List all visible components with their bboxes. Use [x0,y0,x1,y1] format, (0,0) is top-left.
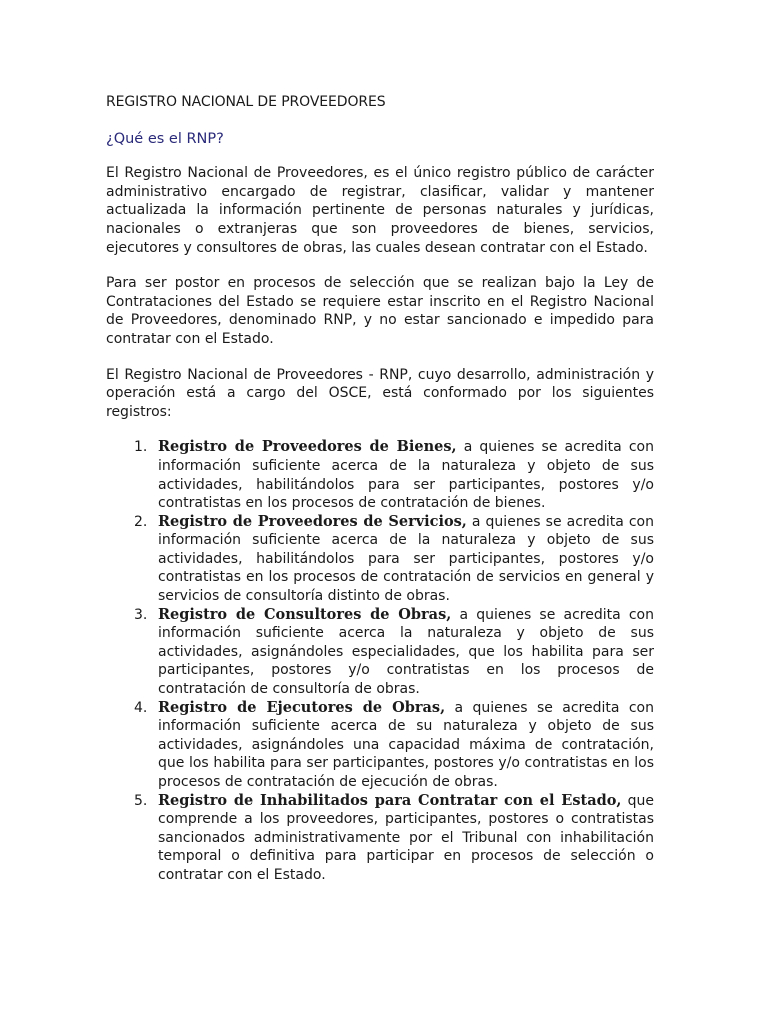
list-item-heading: Registro de Consultores de Obras, [158,605,452,623]
list-item-heading: Registro de Proveedores de Bienes, [158,438,457,456]
list-item-text: a quienes se acredita con información suficiente acerca de la naturaleza y objeto de sus actividades, habilitándolos para ser participantes, postores y/o contratistas en los procesos de contratación de bienes. [158,439,654,512]
list-number: 4. [134,699,148,716]
list-item-bienes [134,438,654,512]
list-item-consultores [134,606,654,699]
registry-list [106,438,654,884]
document-title: REGISTRO NACIONAL DE PROVEEDORES [106,94,386,110]
list-number: 1. [134,439,148,456]
list-item-heading: Registro de Inhabilitados para Contratar con el Estado, [158,791,622,809]
list-item-servicios [134,513,654,606]
list-item-heading: Registro de Proveedores de Servicios, [158,512,467,530]
list-number: 2. [134,513,148,530]
list-item-text: a quienes se acredita con información suficiente acerca de la naturaleza y objeto de sus actividades, habilitándolos para ser participantes, postores y/o contratistas en los procesos de contratación de servicios en general y servicios de consultoría distinto de obras. [158,513,654,605]
list-item-text: que comprende a los proveedores, participantes, postores o contratistas sancionados administrativamente por el Tribunal con inhabilitación temporal o definitiva para participar en procesos de selección o contratar con el Estado. [158,792,654,883]
paragraph-definition: El Registro Nacional de Proveedores, es el único registro público de carácter administrativo encargado de registrar, clasificar, validar y mantener actualizada la información pertinente de personas naturales y jurídicas, nacionales o extranjeras que son proveedores de bienes, servicios, ejecutores y consultores de obras, las cuales desean contratar con el Estado. [106,165,654,256]
paragraph-composition: El Registro Nacional de Proveedores - RNP, cuyo desarrollo, administración y operación está a cargo del OSCE, está conformado por los siguientes registros: [106,366,654,420]
list-item-heading: Registro de Ejecutores de Obras, [158,698,446,716]
paragraph-requirement: Para ser postor en procesos de selección que se realizan bajo la Ley de Contrataciones del Estado se requiere estar inscrito en el Registro Nacional de Proveedores, denominado RNP, y no estar sancionado e impedido para contratar con el Estado. [106,275,654,347]
list-item-ejecutores [134,699,654,792]
section-heading: ¿Qué es el RNP? [106,130,224,147]
list-item-inhabilitados [134,792,654,885]
list-item-text: a quienes se acredita con información suficiente acerca la naturaleza y objeto de sus actividades, asignándoles especialidades, que los habilita para ser participantes, postores y/o contratistas en los procesos de contratación de consultoría de obras. [158,606,654,698]
list-number: 5. [134,792,148,809]
list-item-text: a quienes se acredita con información suficiente acerca de su naturaleza y objeto de sus actividades, asignándoles una capacidad máxima de contratación, que los habilita para ser participantes, postores y/o contratistas en los procesos de contratación de ejecución de obras. [158,699,654,790]
list-number: 3. [134,606,148,623]
